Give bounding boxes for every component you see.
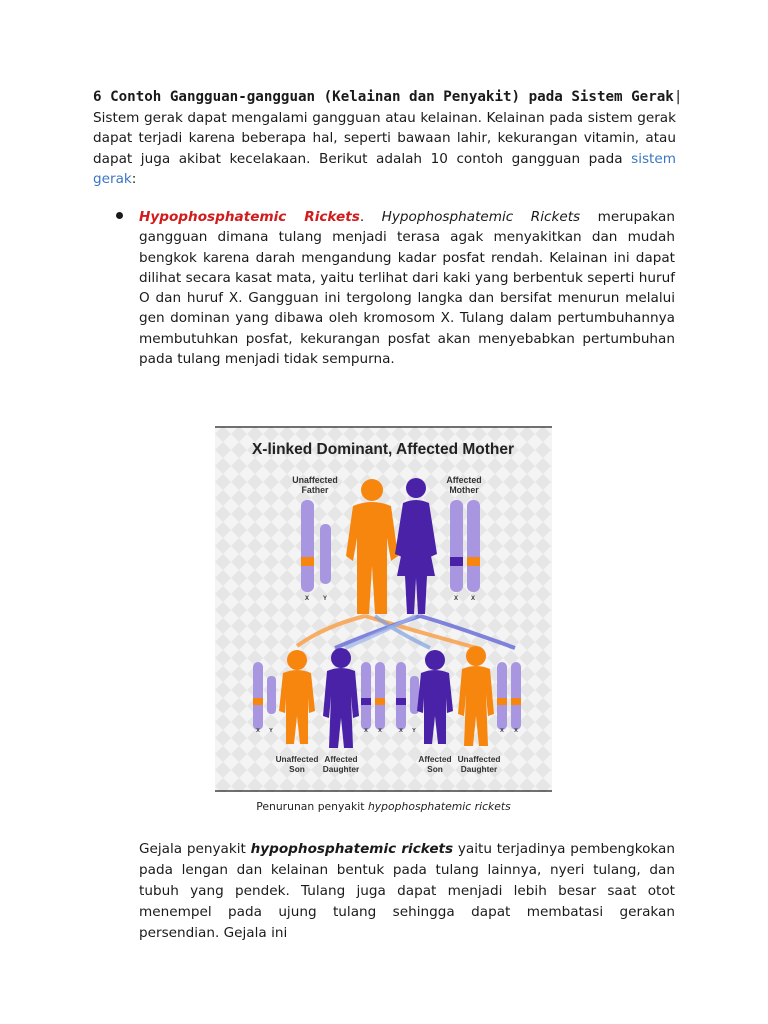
child1-x-label: X <box>256 728 260 734</box>
bullet-separator: . <box>359 209 382 225</box>
text-cursor: | <box>673 89 683 105</box>
child2-label-line1: Affected <box>324 754 358 764</box>
child2-x2-label: X <box>378 728 382 734</box>
bullet-term: Hypophosphatemic Rickets <box>139 209 360 225</box>
child4-label-line2: Daughter <box>460 764 498 774</box>
sistem-gerak-link[interactable]: sistem gerak <box>93 150 676 187</box>
child4-label-line1: Unaffected <box>457 754 501 764</box>
child1-y-label: Y <box>269 728 273 734</box>
child3-label-line2: Son <box>427 764 443 774</box>
child4-x2-label: X <box>514 728 518 734</box>
father-x-label: X <box>304 596 310 602</box>
bullet-body: merupakan gangguan dimana tulang menjadi terasa agak menyakitkan dan mudah bengkok karena darah mengandung kadar posfat rendah. Kelainan ini dapat dilihat secara kasat mata, yaitu terlihat dari kaki yang berbentuk seperti huruf O dan huruf X. Gangguan ini tergolong langka dan bersifat menurun melalui gen dominan yang dibawa oleh kromosom X. Tulang dalam pertumbuhannya membutuhkan posfat, kekurangan posfat akan menyebabkan pertumbuhan pada tulang menjadi tidak sempurna. <box>139 209 676 368</box>
mother-x1-label: X <box>453 596 459 602</box>
article-heading <box>93 87 683 107</box>
heading-title: 6 Contoh Gangguan-gangguan (Kelainan dan Penyakit) pada Sistem Gerak <box>93 89 674 105</box>
para2-body: yaitu terjadinya pembengkokan pada lengan dan kelainan bentuk pada tulang lainnya, nyeri tulang, dan tubuh yang pendek. Tulang juga dapat menjadi lebih besar saat otot menempel pada ujung tulang sehingga dapat membatasi gerakan persendian. Gejala ini <box>139 841 675 941</box>
bullet-term-italic: Hypophosphatemic Rickets <box>381 209 581 225</box>
father-label-line2: Father <box>301 485 329 495</box>
mother-x2-label: X <box>470 596 476 602</box>
child1-label-line2: Son <box>289 764 305 774</box>
father-label-line1: Unaffected <box>292 475 338 485</box>
list-item <box>139 207 675 369</box>
child3-y-label: Y <box>412 728 416 734</box>
father-y-label: Y <box>322 596 328 602</box>
intro-paragraph <box>93 108 676 189</box>
child2-label-line2: Daughter <box>322 764 360 774</box>
child3-x-label: X <box>399 728 403 734</box>
figure-caption <box>215 800 552 813</box>
caption-term: hypophosphatemic rickets <box>367 800 511 813</box>
child2-x1-label: X <box>364 728 368 734</box>
inheritance-figure <box>215 426 552 792</box>
para2-term: hypophosphatemic rickets <box>250 841 454 857</box>
symptoms-paragraph <box>139 839 675 944</box>
inheritance-diagram <box>215 426 552 792</box>
bullet-icon <box>116 212 123 219</box>
child3-label-line1: Affected <box>418 754 452 764</box>
mother-label-line1: Affected <box>446 475 482 485</box>
para2-pre: Gejala penyakit <box>139 841 251 857</box>
figure-title: X-linked Dominant, Affected Mother <box>251 441 515 458</box>
mother-label-line2: Mother <box>449 485 479 495</box>
child1-label-line1: Unaffected <box>275 754 319 764</box>
intro-end: : <box>131 170 137 187</box>
caption-prefix: Penurunan penyakit <box>256 800 368 813</box>
child4-x1-label: X <box>500 728 504 734</box>
intro-text: Sistem gerak dapat mengalami gangguan atau kelainan. Kelainan pada sistem gerak dapat terjadi karena beberapa hal, seperti bawaan lahir, kekurangan vitamin, atau dapat juga akibat kecelakaan. Berikut adalah 10 contoh gangguan pada <box>93 110 676 167</box>
